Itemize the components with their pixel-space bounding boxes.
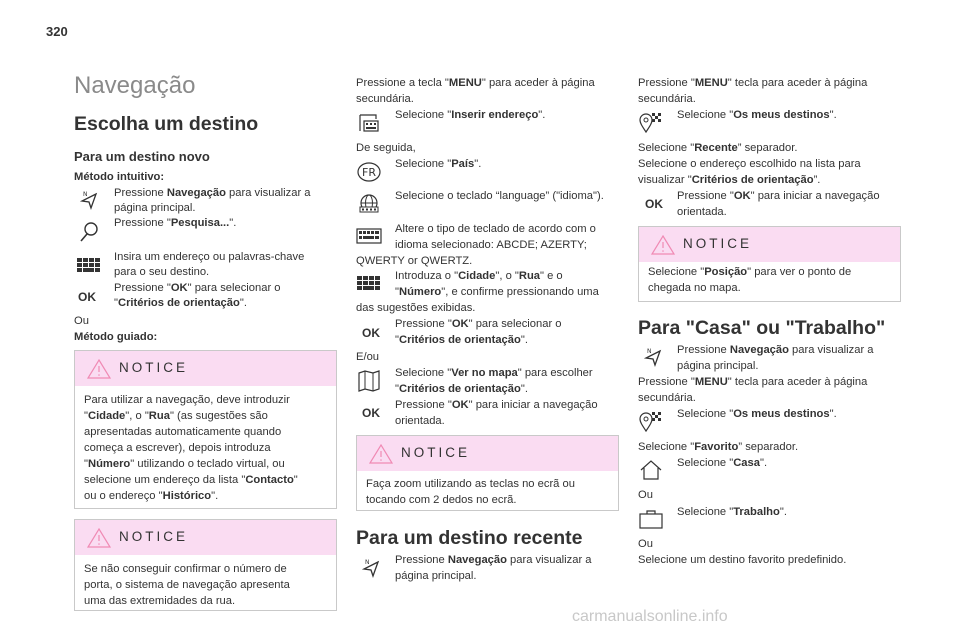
notice-header	[75, 520, 336, 555]
keyboard-icon	[76, 253, 102, 277]
notice-text: "Número" utilizando o teclado virtual, ou	[84, 458, 285, 470]
text-line: Método guiado:	[74, 331, 158, 343]
notice-text: chegada no mapa.	[648, 282, 741, 294]
text-line: Ou	[74, 315, 89, 327]
country-fr-icon	[356, 160, 382, 184]
text-line: Pressione "OK" para selecionar o	[114, 282, 281, 294]
search-icon	[76, 220, 102, 244]
notice-label: NOTICE	[683, 236, 753, 251]
text-line: das sugestões exibidas.	[356, 302, 476, 314]
text-line: Introduza o "Cidade", o "Rua" e o	[395, 270, 563, 282]
text-line: página principal.	[395, 570, 477, 582]
text-line: "Número", e confirme pressionando uma	[395, 286, 599, 298]
text-line: Insira um endereço ou palavras-chave	[114, 251, 305, 263]
text-line: para o seu destino.	[114, 266, 210, 278]
notice-text: porta, o sistema de navegação apresenta	[84, 579, 290, 591]
text-line: Selecione "Ver no mapa" para escolher	[395, 367, 593, 379]
notice-text: ou o endereço "Histórico".	[84, 490, 219, 502]
address-icon	[356, 111, 382, 135]
notice-header	[357, 436, 618, 471]
text-line: Selecione "Favorito” separador.	[638, 441, 799, 453]
text-line: Pressione Navegação para visualizar a	[395, 554, 592, 566]
warning-triangle-icon	[368, 443, 394, 465]
page-number: 320	[46, 24, 68, 39]
text-line: Selecione o teclado “language” ("idioma").	[395, 190, 604, 202]
text-line: orientada.	[395, 415, 445, 427]
text-line: "Critérios de orientação".	[395, 383, 528, 395]
text-line: secundária.	[356, 93, 414, 105]
text-line: Método intuitivo:	[74, 171, 165, 183]
ok-key-icon: OK	[78, 290, 96, 304]
my-destinations-icon	[638, 110, 664, 134]
notice-text: "Cidade", o "Rua" (as sugestões são	[84, 410, 268, 422]
navigation-arrow-icon	[640, 345, 666, 369]
ok-key-icon: OK	[362, 406, 380, 420]
text-line: "Critérios de orientação".	[395, 334, 528, 346]
text-line: orientada.	[677, 206, 727, 218]
notice-text: Selecione "Posição" para ver o ponto de	[648, 266, 852, 278]
text-line: Selecione um destino favorito predefinido.	[638, 554, 847, 566]
text-line: Pressione "Pesquisa...".	[114, 217, 237, 229]
svg-text:N: N	[365, 559, 370, 566]
section-heading-recent-destination: Para um destino recente	[356, 527, 583, 549]
section-heading-home-work: Para "Casa" ou "Trabalho"	[638, 317, 886, 339]
notice-header	[75, 351, 336, 386]
notice-header	[639, 227, 900, 262]
text-line: E/ou	[356, 351, 380, 363]
keyboard-icon	[356, 224, 382, 248]
warning-triangle-icon	[650, 234, 676, 256]
subheading-new-destination: Para um destino novo	[74, 149, 210, 164]
work-icon	[638, 507, 664, 531]
warning-triangle-icon	[86, 358, 112, 380]
warning-triangle-icon	[86, 527, 112, 549]
text-line: "Critérios de orientação".	[114, 297, 247, 309]
text-line: Altere o tipo de teclado de acordo com o	[395, 223, 596, 235]
text-line: Selecione "Trabalho".	[677, 506, 787, 518]
text-line: Ou	[638, 489, 653, 501]
svg-text:N: N	[83, 191, 88, 198]
notice-text: uma das extremidades da rua.	[84, 595, 236, 607]
text-line: página principal.	[114, 202, 196, 214]
map-icon	[356, 369, 382, 393]
my-destinations-icon	[638, 409, 664, 433]
notice-text: tocando com 2 dedos no ecrã.	[366, 494, 517, 506]
notice-text: selecione um endereço da lista "Contacto"	[84, 474, 298, 486]
text-line: página principal.	[677, 360, 759, 372]
text-line: Pressione "OK" para selecionar o	[395, 318, 562, 330]
page-title: Navegação	[74, 72, 196, 99]
language-icon	[356, 192, 382, 216]
text-line: Pressione Navegação para visualizar a	[677, 344, 874, 356]
text-line: Selecione "Os meus destinos".	[677, 109, 837, 121]
text-line: Selecione o endereço escolhido na lista para	[638, 158, 861, 170]
text-line: Ou	[638, 538, 653, 550]
notice-text: apresentadas automaticamente quando	[84, 426, 282, 438]
navigation-arrow-icon	[76, 188, 102, 212]
svg-text:N: N	[647, 348, 652, 355]
notice-text: Faça zoom utilizando as teclas no ecrã ou	[366, 478, 575, 490]
text-line: Selecione "País".	[395, 158, 482, 170]
text-line: secundária.	[638, 392, 696, 404]
text-line: Selecione "Inserir endereço".	[395, 109, 546, 121]
text-line: Pressione "MENU" tecla para aceder à página	[638, 376, 868, 388]
ok-key-icon: OK	[362, 326, 380, 340]
keyboard-icon	[356, 272, 382, 296]
notice-label: NOTICE	[119, 529, 189, 544]
text-line: Pressione Navegação para visualizar a	[114, 187, 311, 199]
text-line: Pressione "OK" para iniciar a navegação	[395, 399, 598, 411]
text-line: QWERTY or QWERTZ.	[356, 255, 473, 267]
notice-text: Para utilizar a navegação, deve introduzir	[84, 394, 290, 406]
notice-text: começa a escrever), depois introduza	[84, 442, 271, 454]
text-line: idioma selecionado: ABCDE; AZERTY;	[395, 239, 587, 251]
watermark-text: carmanualsonline.info	[572, 608, 728, 625]
text-line: Selecione "Recente” separador.	[638, 142, 798, 154]
notice-label: NOTICE	[119, 360, 189, 375]
notice-label: NOTICE	[401, 445, 471, 460]
section-heading-choose-destination: Escolha um destino	[74, 113, 259, 135]
home-icon	[638, 458, 664, 482]
text-line: Pressione "MENU" tecla para aceder à página	[638, 77, 868, 89]
text-line: De seguida,	[356, 142, 416, 154]
navigation-arrow-icon	[358, 556, 384, 580]
notice-text: Se não conseguir confirmar o número de	[84, 563, 287, 575]
text-line: Pressione "OK" para iniciar a navegação	[677, 190, 880, 202]
text-line: Pressione a tecla "MENU" para aceder à página	[356, 77, 595, 89]
text-line: Selecione "Casa".	[677, 457, 768, 469]
text-line: Selecione "Os meus destinos".	[677, 408, 837, 420]
country-code: FR	[362, 166, 376, 179]
text-line: visualizar "Critérios de orientação”.	[638, 174, 821, 186]
ok-key-icon: OK	[645, 197, 663, 211]
text-line: secundária.	[638, 93, 696, 105]
